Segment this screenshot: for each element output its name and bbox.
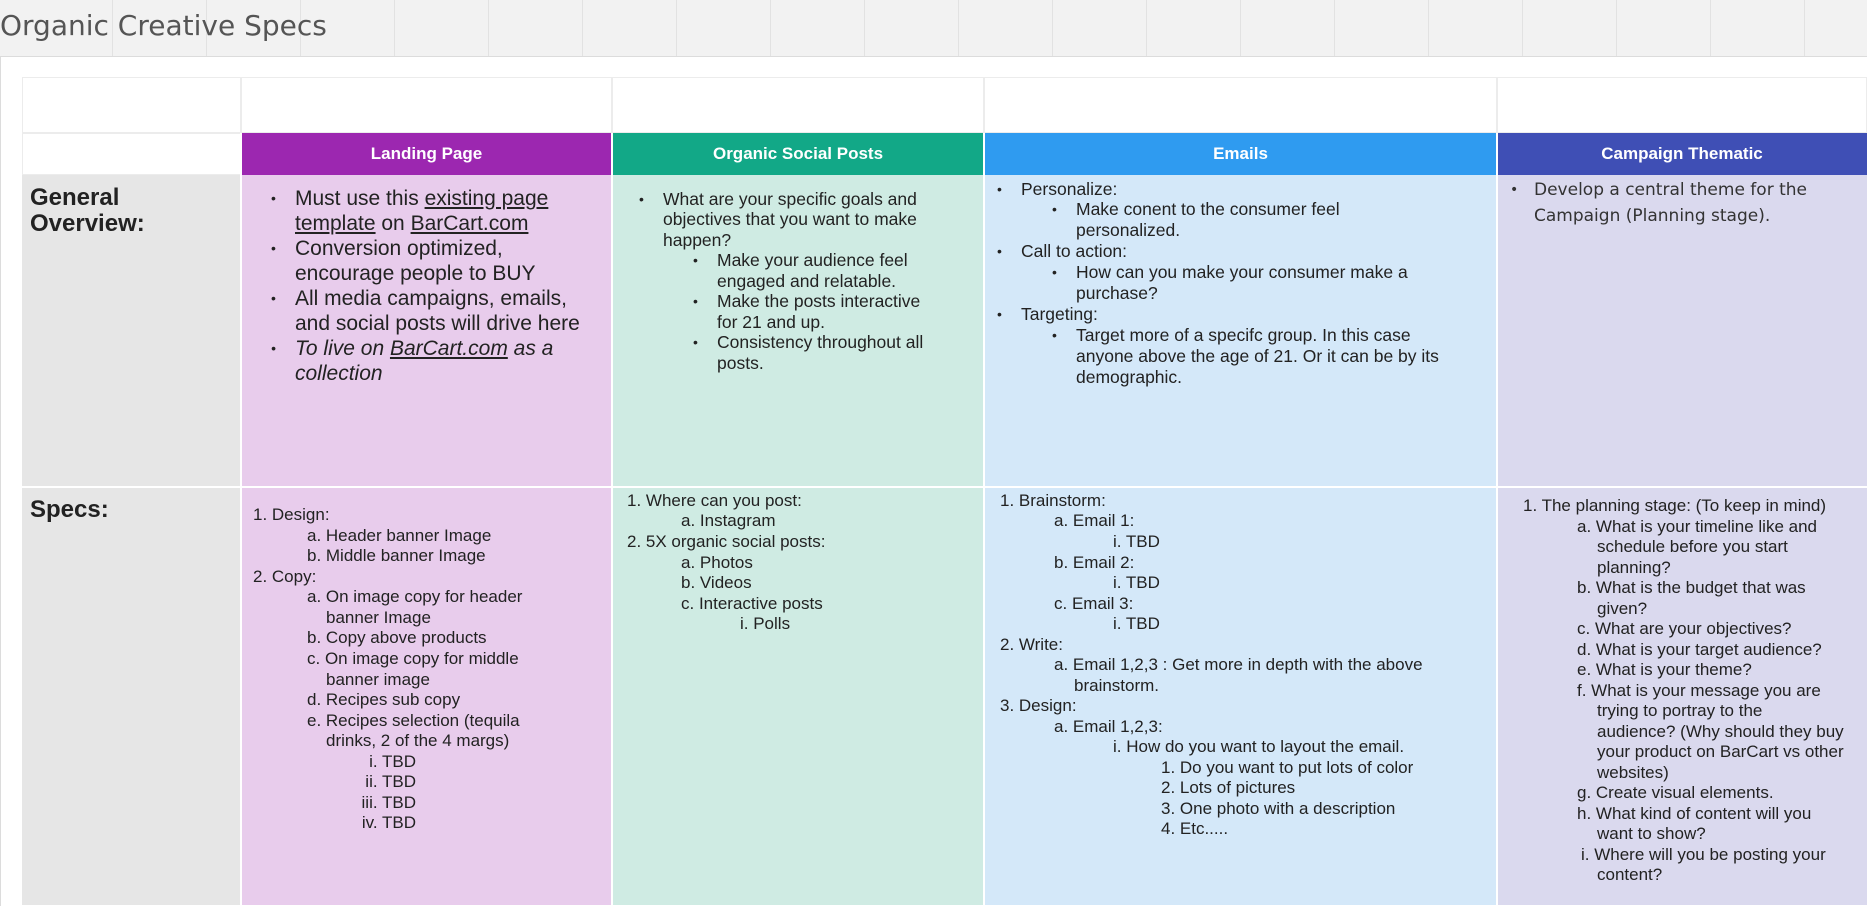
landing-specs-copy-b: b. Copy above products — [307, 628, 487, 647]
landing-general-bullet-2-line-2: encourage people to BUY — [295, 262, 536, 285]
barcart-collection-link[interactable]: BarCart.com — [389, 337, 508, 360]
emails-specs-email-2: b. Email 2: — [1054, 553, 1135, 572]
emails-general-personalize-sub: • Make conent to the consumer feel — [1076, 199, 1340, 220]
landing-specs-roman-3: iii. TBD — [361, 793, 416, 812]
social-general-question-line: objectives that you want to make — [663, 209, 917, 229]
social-specs-videos: b. Videos — [681, 573, 752, 592]
landing-general-bullet-3: • All media campaigns, emails, — [295, 286, 567, 311]
emails-general-personalize: • Personalize: — [1021, 179, 1117, 200]
grid-line — [240, 133, 242, 905]
campaign-specs-a-line: planning? — [1597, 558, 1671, 577]
campaign-specs-i-line: content? — [1597, 865, 1663, 884]
landing-general-bullet-4: • To live on BarCart.com as a — [295, 336, 553, 361]
campaign-specs-c: c. What are your objectives? — [1577, 619, 1792, 638]
campaign-specs-h-line: want to show? — [1597, 824, 1706, 843]
campaign-specs-a-line: schedule before you start — [1597, 537, 1788, 556]
landing-specs-roman-1: i. TBD — [369, 752, 416, 771]
emails-specs-layout-3: 3. One photo with a description — [1161, 799, 1396, 818]
campaign-specs-f-line: your product on BarCart vs other — [1597, 742, 1844, 761]
blank-cell[interactable] — [1497, 77, 1867, 133]
landing-specs-copy-c-line: banner image — [326, 670, 430, 689]
emails-specs-design: 3. Design: — [1000, 696, 1077, 715]
campaign-specs-g: g. Create visual elements. — [1577, 783, 1774, 802]
campaign-specs-e: e. What is your theme? — [1577, 660, 1752, 679]
emails-specs-email-1-tbd: i. TBD — [1113, 532, 1160, 551]
social-specs-interactive: c. Interactive posts — [681, 594, 823, 613]
grid-line — [611, 133, 613, 905]
landing-specs-copy-e: e. Recipes selection (tequila — [307, 711, 520, 730]
social-general-sub-1: • Make your audience feel — [717, 250, 908, 271]
campaign-specs-i: i. Where will you be posting your — [1581, 845, 1826, 864]
campaign-specs-h: h. What kind of content will you — [1577, 804, 1812, 823]
grid-line — [983, 133, 985, 905]
social-specs-posts: 2. 5X organic social posts: — [627, 532, 826, 551]
emails-specs-layout-2: 2. Lots of pictures — [1161, 778, 1296, 797]
blank-cell[interactable] — [22, 77, 241, 133]
emails-general-targeting: • Targeting: — [1021, 304, 1098, 325]
blank-cell[interactable] — [22, 133, 241, 175]
landing-specs-design-a: a. Header banner Image — [307, 526, 492, 545]
blank-cell[interactable] — [984, 77, 1497, 133]
grid-line — [1496, 133, 1498, 905]
emails-specs-design-a: a. Email 1,2,3: — [1054, 717, 1163, 736]
landing-specs-copy-d: d. Recipes sub copy — [307, 690, 461, 709]
social-general-sub-1-line: engaged and relatable. — [717, 271, 897, 291]
campaign-specs-f-line: websites) — [1597, 763, 1669, 782]
campaign-general-bullet-line: Campaign (Planning stage). — [1534, 206, 1771, 226]
emails-specs-email-3: c. Email 3: — [1054, 594, 1134, 613]
emails-general-personalize-sub-line: personalized. — [1076, 220, 1181, 240]
emails-specs-layout-1: 1. Do you want to put lots of color — [1161, 758, 1414, 777]
emails-general-cta: • Call to action: — [1021, 241, 1127, 262]
landing-general-bullet-2: • Conversion optimized, — [295, 236, 503, 261]
social-specs-instagram: a. Instagram — [681, 511, 776, 530]
landing-specs-copy: 2. Copy: — [253, 567, 317, 586]
landing-general-bullet-1-line-2: template on BarCart.com — [295, 212, 529, 235]
landing-specs-design-b: b. Middle banner Image — [307, 546, 486, 565]
landing-specs-copy-c: c. On image copy for middle — [307, 649, 519, 668]
emails-specs-layout-4: 4. Etc..... — [1161, 819, 1229, 838]
emails-specs-write-a: a. Email 1,2,3 : Get more in depth with the above — [1054, 655, 1423, 674]
row-label-general-overview[interactable]: General Overview: — [22, 175, 241, 487]
emails-general-targeting-sub-line: anyone above the age of 21. Or it can be by its — [1076, 346, 1439, 366]
emails-specs-brainstorm: 1. Brainstorm: — [1000, 491, 1106, 510]
emails-specs-email-1: a. Email 1: — [1054, 511, 1135, 530]
social-specs-photos: a. Photos — [681, 553, 753, 572]
landing-general-bullet-3-line-2: and social posts will drive here — [295, 312, 580, 335]
column-header-organic-social-posts[interactable]: Organic Social Posts — [612, 133, 984, 175]
column-header-campaign-thematic[interactable]: Campaign Thematic — [1497, 133, 1867, 175]
grid-line — [22, 486, 1867, 488]
emails-specs-write: 2. Write: — [1000, 635, 1063, 654]
campaign-specs-d: d. What is your target audience? — [1577, 640, 1822, 659]
landing-general-bullet-1: • Must use this existing page — [295, 186, 548, 211]
landing-specs-copy-a: a. On image copy for header — [307, 587, 523, 606]
title-bar — [0, 0, 1867, 56]
social-general-question: • What are your specific goals and — [663, 189, 917, 210]
row-label-specs[interactable]: Specs: — [22, 487, 241, 905]
page-title: Organic Creative Specs — [0, 9, 327, 42]
emails-specs-email-2-tbd: i. TBD — [1113, 573, 1160, 592]
emails-general-cta-sub: • How can you make your consumer make a — [1076, 262, 1408, 283]
template-link[interactable]: template — [295, 212, 376, 235]
social-general-question-line: happen? — [663, 230, 732, 250]
campaign-general-bullet: • Develop a central theme for the — [1534, 177, 1807, 203]
campaign-specs-f-line: audience? (Why should they buy — [1597, 722, 1844, 741]
existing-page-template-link[interactable]: existing page — [424, 187, 549, 210]
emails-specs-email-3-tbd: i. TBD — [1113, 614, 1160, 633]
column-header-emails[interactable]: Emails — [984, 133, 1497, 175]
social-general-sub-2: • Make the posts interactive — [717, 291, 920, 312]
campaign-specs-planning: 1. The planning stage: (To keep in mind) — [1523, 496, 1827, 515]
campaign-specs-b: b. What is the budget that was — [1577, 578, 1806, 597]
social-general-sub-2-line: for 21 and up. — [717, 312, 825, 332]
landing-general-bullet-4-line-2: collection — [295, 362, 383, 385]
social-general-sub-3-line: posts. — [717, 353, 764, 373]
social-specs-where: 1. Where can you post: — [627, 491, 802, 510]
campaign-specs-f: f. What is your message you are — [1577, 681, 1821, 700]
emails-specs-layout: i. How do you want to layout the email. — [1113, 737, 1405, 756]
campaign-specs-a: a. What is your timeline like and — [1577, 517, 1817, 536]
emails-general-cta-sub-line: purchase? — [1076, 283, 1158, 303]
social-specs-polls: i. Polls — [740, 614, 791, 633]
blank-cell[interactable] — [241, 77, 612, 133]
barcart-link[interactable]: BarCart.com — [410, 212, 529, 235]
emails-general-targeting-sub-line: demographic. — [1076, 367, 1183, 387]
campaign-specs-b-line: given? — [1597, 599, 1648, 618]
column-header-landing-page[interactable]: Landing Page — [241, 133, 612, 175]
landing-specs-design: 1. Design: — [253, 505, 330, 524]
landing-specs-copy-e-line: drinks, 2 of the 4 margs) — [326, 731, 510, 750]
landing-specs-roman-2: ii. TBD — [365, 772, 416, 791]
emails-general-targeting-sub: • Target more of a specifc group. In this case — [1076, 325, 1411, 346]
social-general-sub-3: • Consistency throughout all — [717, 332, 923, 353]
blank-cell[interactable] — [612, 77, 984, 133]
landing-specs-roman-4: iv. TBD — [361, 813, 416, 832]
landing-specs-copy-a-line: banner Image — [326, 608, 431, 627]
campaign-specs-f-line: trying to portray to the — [1597, 701, 1763, 720]
emails-specs-write-a-line: brainstorm. — [1074, 676, 1160, 695]
